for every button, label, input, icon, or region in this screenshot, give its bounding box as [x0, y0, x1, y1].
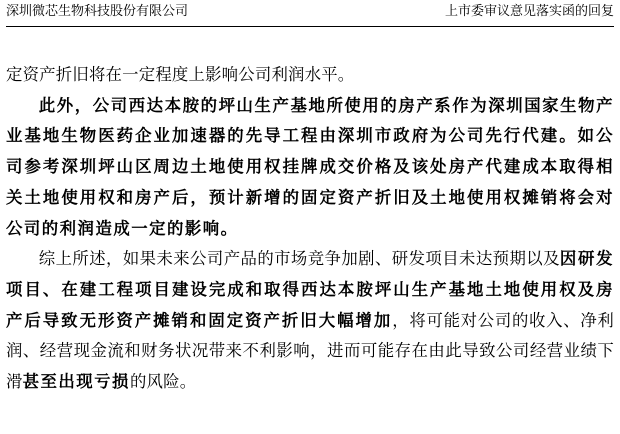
- conclusion-text-3: 的风险。: [129, 372, 197, 392]
- conclusion-text-2: ，将可能对公司的收入、净利润、经营现金流和财务状况带来不利影响，进而可能存在由此导致公司经营业绩下滑: [6, 310, 614, 392]
- conclusion-bold-text-1: 因研发项目、在建工程项目建设完成和取得西达本胺坪山生产基地土地使用权及房产后导致无形资产摊销和固定资产折旧大幅增加: [6, 249, 614, 330]
- paragraph-conclusion: [6, 244, 614, 398]
- conclusion-text-1: 综上所述，如果未来公司产品的市场竞争加剧、研发项目未达预期以及: [38, 249, 560, 269]
- paragraph-additional-impact: 此外，公司西达本胺的坪山生产基地所使用的房产系作为深圳国家生物产业基地生物医药企业加速器的先导工程由深圳市政府为公司先行代建。如公司参考深圳坪山区周边土地使用权挂牌成交价格及该处房产代建成本取得相关土地使用权和房产后，预计新增的固定资产折旧及土地使用权摊销将会对公司的利润造成一定的影响。: [6, 95, 614, 238]
- document-body: [6, 60, 614, 398]
- conclusion-bold-text-2: 甚至出现亏损: [22, 372, 130, 392]
- document-title: 上市委审议意见落实函的回复: [444, 4, 614, 19]
- paragraph-continuation: 定资产折旧将在一定程度上影响公司利润水平。: [6, 65, 355, 84]
- page-header: [6, 0, 614, 27]
- company-name: 深圳微芯生物科技股份有限公司: [6, 4, 189, 19]
